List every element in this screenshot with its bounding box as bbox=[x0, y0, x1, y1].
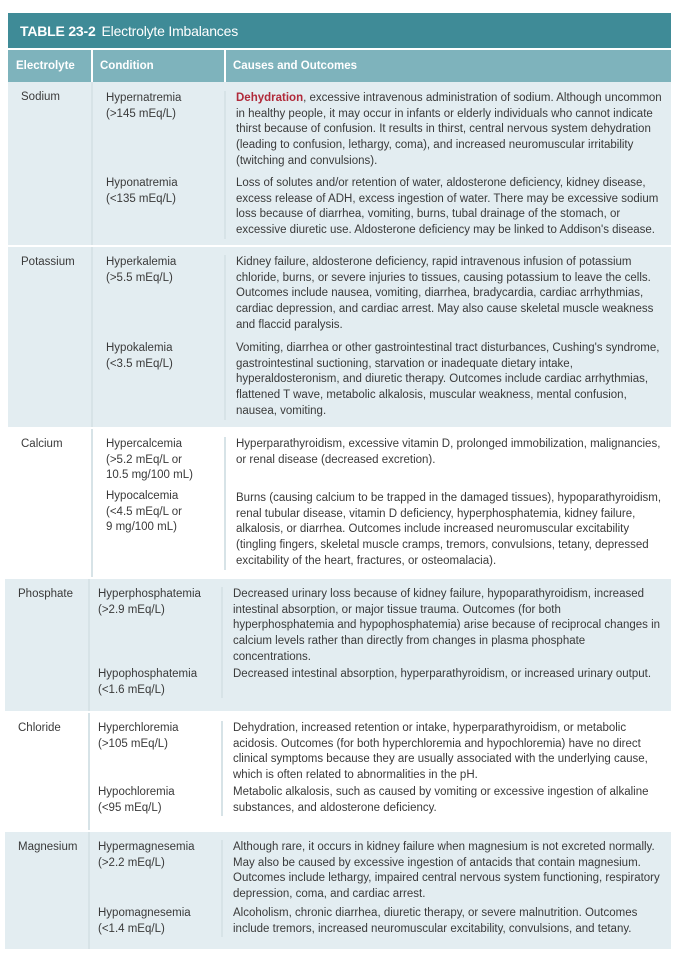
condition-range: (>5.5 mEq/L) bbox=[106, 271, 173, 284]
condition-name: Hypokalemia bbox=[106, 342, 173, 354]
electrolyte-name: Chloride bbox=[5, 713, 90, 830]
condition-cell bbox=[93, 255, 226, 341]
header-condition: Condition bbox=[93, 50, 226, 82]
condition-cell bbox=[90, 587, 223, 667]
condition-name: Hyponatremia bbox=[106, 177, 178, 189]
header-causes: Causes and Outcomes bbox=[233, 60, 357, 72]
condition-name: Hypochloremia bbox=[98, 786, 175, 798]
table-row bbox=[90, 785, 671, 816]
condition-range: (<4.5 mEq/L or bbox=[106, 505, 182, 518]
condition-name: Hyperphosphatemia bbox=[98, 588, 201, 600]
condition-name: Hypercalcemia bbox=[106, 438, 183, 450]
condition-range: (<1.4 mEq/L) bbox=[98, 922, 165, 935]
condition-cell bbox=[93, 91, 226, 176]
condition-cell bbox=[93, 437, 226, 489]
table-row bbox=[93, 429, 671, 489]
causes-text: Although rare, it occurs in kidney failure when magnesium is not excreted normally. May also be caused by excessive ingestion of antacids that contain magnesium. Outcomes include lethargy, impaired central nervous system functioning, respiratory depression, coma, and cardiac arrest. bbox=[233, 841, 660, 901]
row-group-chloride bbox=[5, 713, 671, 830]
electrolyte-table bbox=[8, 13, 671, 949]
causes-text: Hyperparathyroidism, excessive vitamin D, prolonged immobilization, malignancies, or renal disease (decreased excretion). bbox=[236, 438, 661, 466]
condition-cell bbox=[90, 785, 223, 816]
table-row bbox=[93, 176, 671, 239]
table-row bbox=[90, 667, 671, 698]
condition-name: Hypernatremia bbox=[106, 92, 182, 104]
condition-name: Hyperchloremia bbox=[98, 722, 179, 734]
row-group-magnesium bbox=[5, 832, 671, 949]
electrolyte-name: Sodium bbox=[8, 82, 93, 245]
condition-cell bbox=[90, 840, 223, 906]
causes-text: Decreased intestinal absorption, hyperparathyroidism, or increased urinary output. bbox=[233, 668, 652, 680]
table-number: TABLE 23-2 bbox=[20, 22, 96, 39]
condition-range: (>2.2 mEq/L) bbox=[98, 856, 165, 869]
condition-range: (>145 mEq/L) bbox=[106, 107, 176, 120]
condition-name: Hypermagnesemia bbox=[98, 841, 195, 853]
condition-cell bbox=[90, 667, 223, 698]
condition-cell bbox=[93, 176, 226, 239]
causes-text: Decreased urinary loss because of kidney failure, hypoparathyroidism, increased intestinal absorption, or major tissue trauma. Outcomes (for both hyperphosphatemia and hypophosphatemia) arise because of reciprocal changes in calcium levels rather than directly from changes in plasma phosphate concentrations. bbox=[233, 588, 661, 663]
table-row bbox=[90, 713, 671, 785]
highlight-term: Dehydration bbox=[236, 92, 304, 104]
causes-text: Dehydration, increased retention or intake, hyperparathyroidism, or metabolic acidosis. Outcomes (for both hyperchloremia and hypochloremia) have no direct clinical symptoms because they are usually associated with the underlying cause, which is often related to abnormalities in the pH. bbox=[233, 722, 648, 782]
row-group-calcium bbox=[8, 429, 671, 577]
row-group-potassium bbox=[8, 247, 671, 427]
causes-text: Loss of solutes and/or retention of water, aldosterone deficiency, kidney disease, excess release of ADH, excess ingestion of water. There may be excessive sodium loss because of diarrhea, vomiting, burns, tubal drainage of the stomach, or excessive diuretic use. Aldosterone deficiency may be linked to Addison's disease. bbox=[236, 177, 659, 237]
condition-range: (>5.2 mEq/L or bbox=[106, 453, 182, 466]
condition-range-cont: 9 mg/100 mL) bbox=[106, 521, 177, 534]
table-row bbox=[90, 832, 671, 906]
electrolyte-name: Potassium bbox=[8, 247, 93, 427]
causes-text: Kidney failure, aldosterone deficiency, rapid intravenous infusion of potassium chloride, burns, or severe injuries to tissues, causing potassium to leave the cells. Outcomes include nausea, vomiting, diarrhea, bradycardia, cardiac arrhythmias, cardiac depression, and cardiac arrest. May also cause skeletal muscle weakness and flaccid paralysis. bbox=[236, 256, 654, 331]
condition-range: (<135 mEq/L) bbox=[106, 192, 176, 205]
table-title-bar bbox=[8, 13, 671, 48]
condition-range: (>2.9 mEq/L) bbox=[98, 603, 165, 616]
table-row bbox=[93, 82, 671, 176]
condition-range: (<1.6 mEq/L) bbox=[98, 683, 165, 696]
condition-name: Hyperkalemia bbox=[106, 256, 177, 268]
condition-cell bbox=[93, 489, 226, 570]
condition-name: Hypophosphatemia bbox=[98, 668, 198, 680]
causes-text: Burns (causing calcium to be trapped in the damaged tissues), hypoparathyroidism, renal tubular disease, vitamin D deficiency, hyperphosphatemia, kidney failure, alkalosis, or diarrhea. Outcomes include increased neuromuscular excitability (tingling fingers, skeletal muscle cramps, tremors, convulsions, tetany, depressed excitability of the heart, fractures, or osteomalacia). bbox=[236, 492, 662, 567]
table-row bbox=[93, 489, 671, 570]
causes-text: , excessive intravenous administration of sodium. Although uncommon in healthy people, it may occur in infants or elderly individuals who cannot indicate thirst because of confusion. It results in thirst, central nervous system dehydration (leading to confusion, lethargy, coma), and increased neuromuscular irritability (twitching and convulsions). bbox=[236, 92, 662, 167]
electrolyte-name: Calcium bbox=[8, 429, 93, 577]
condition-range: (<95 mEq/L) bbox=[98, 801, 162, 814]
condition-name: Hypocalcemia bbox=[106, 490, 179, 502]
table-row bbox=[90, 579, 671, 667]
electrolyte-name: Magnesium bbox=[5, 832, 90, 949]
table-row bbox=[93, 341, 671, 420]
table-row bbox=[90, 906, 671, 937]
electrolyte-name: Phosphate bbox=[5, 579, 90, 711]
causes-text: Alcoholism, chronic diarrhea, diuretic therapy, or severe malnutrition. Outcomes include tremors, increased neuromuscular excitability, convulsions, and tetany. bbox=[233, 907, 638, 935]
condition-name: Hypomagnesemia bbox=[98, 907, 191, 919]
row-group-phosphate bbox=[5, 579, 671, 711]
header-electrolyte: Electrolyte bbox=[8, 50, 93, 82]
condition-range-cont: 10.5 mg/100 mL) bbox=[106, 469, 193, 482]
causes-cell bbox=[226, 91, 671, 176]
condition-cell bbox=[90, 906, 223, 937]
causes-text: Metabolic alkalosis, such as caused by vomiting or excessive ingestion of alkaline substances, and aldosterone deficiency. bbox=[233, 786, 649, 814]
condition-range: (>105 mEq/L) bbox=[98, 737, 168, 750]
table-header bbox=[8, 50, 671, 82]
condition-cell bbox=[93, 341, 226, 420]
condition-range: (<3.5 mEq/L) bbox=[106, 357, 173, 370]
condition-cell bbox=[90, 721, 223, 785]
causes-text: Vomiting, diarrhea or other gastrointestinal tract disturbances, Cushing's syndrome, gastrointestinal suctioning, starvation or inadequate dietary intake, hyperaldosteronism, and diuretic therapy. Outcomes include cardiac arrhythmias, flattened T wave, metabolic alkalosis, muscular weakness, mental confusion, nausea, vomiting. bbox=[236, 342, 660, 417]
table-row bbox=[93, 247, 671, 341]
row-group-sodium bbox=[8, 82, 671, 245]
table-title: Electrolyte Imbalances bbox=[101, 22, 238, 39]
